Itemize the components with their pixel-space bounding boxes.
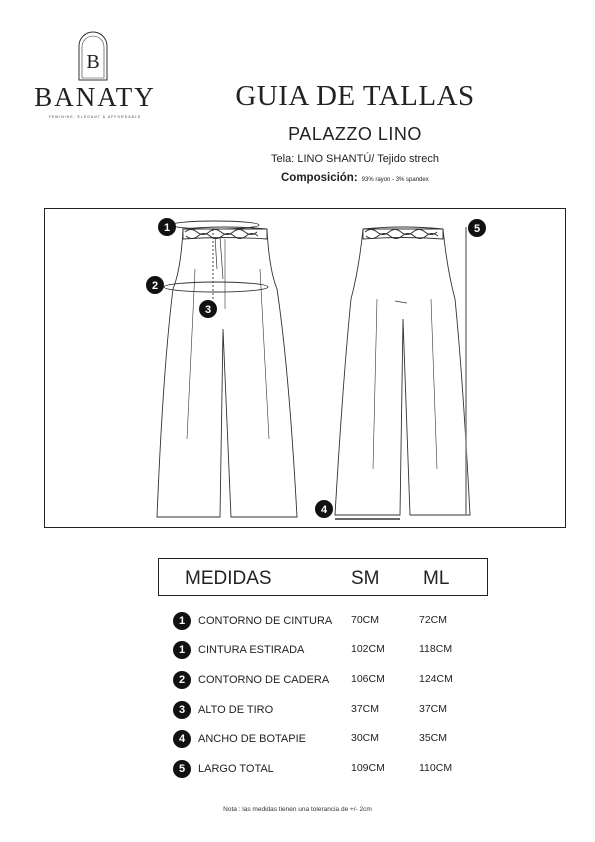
row-sm-value: 106CM — [351, 673, 385, 685]
marker-3: 3 — [204, 304, 212, 316]
row-label: CONTORNO DE CADERA — [198, 674, 330, 686]
row-ml-value: 35CM — [419, 732, 448, 744]
marker-5: 5 — [473, 223, 481, 235]
row-sm-value: 30CM — [351, 732, 380, 744]
logo-monogram: B — [86, 51, 100, 73]
row-ml-value: 72CM — [419, 614, 448, 626]
row-sm-value: 102CM — [351, 643, 385, 655]
row-number-badge: 1 — [173, 612, 191, 630]
row-ml-value: 118CM — [419, 643, 453, 655]
row-label: CINTURA ESTIRADA — [198, 644, 305, 656]
header-sm: SM — [351, 568, 380, 589]
product-name: PALAZZO LINO — [288, 124, 422, 144]
table-row — [173, 612, 493, 632]
size-table-header — [158, 558, 488, 596]
back-pants-outline — [335, 229, 470, 515]
row-label: ANCHO DE BOTAPIE — [198, 733, 306, 745]
row-number-badge: 1 — [173, 641, 191, 659]
palazzo-drawing — [45, 209, 567, 529]
table-row — [173, 730, 493, 750]
garment-diagram — [44, 208, 566, 528]
composition-info — [281, 172, 429, 184]
composition-label: Composición: — [281, 172, 358, 184]
table-row — [173, 701, 493, 721]
front-pants-outline — [157, 229, 297, 517]
row-ml-value: 124CM — [419, 673, 453, 685]
table-row — [173, 760, 493, 780]
row-number-badge: 3 — [173, 701, 191, 719]
brand-tagline: FEMININE, ELEGANT & AFFORDABLE — [48, 115, 142, 119]
row-sm-value: 109CM — [351, 762, 385, 774]
tolerance-note: Nota : las medidas tienen una tolerancia de +/- 2cm — [223, 806, 372, 813]
row-ml-value: 37CM — [419, 703, 448, 715]
page-title: GUIA DE TALLAS — [235, 80, 475, 112]
marker-2: 2 — [151, 280, 159, 292]
logo-emblem-icon — [75, 28, 111, 82]
marker-1: 1 — [163, 222, 171, 234]
row-ml-value: 110CM — [419, 762, 453, 774]
brand-name: BANATY — [34, 82, 156, 112]
row-number-badge: 5 — [173, 760, 191, 778]
fabric-info: Tela: LINO SHANTÚ/ Tejido strech — [271, 153, 439, 165]
header-medidas: MEDIDAS — [185, 568, 272, 589]
row-number-badge: 4 — [173, 730, 191, 748]
table-row — [173, 641, 493, 661]
row-label: CONTORNO DE CINTURA — [198, 615, 333, 627]
hip-measure-ring — [164, 282, 268, 292]
composition-value: 93% rayon - 3% spandex — [361, 177, 429, 183]
row-label: LARGO TOTAL — [198, 763, 274, 775]
waist-measure-ring — [171, 221, 259, 229]
marker-4: 4 — [320, 504, 328, 516]
row-sm-value: 37CM — [351, 703, 380, 715]
row-sm-value: 70CM — [351, 614, 380, 626]
row-label: ALTO DE TIRO — [198, 704, 274, 716]
row-number-badge: 2 — [173, 671, 191, 689]
header-ml: ML — [423, 568, 450, 589]
table-row — [173, 671, 493, 691]
